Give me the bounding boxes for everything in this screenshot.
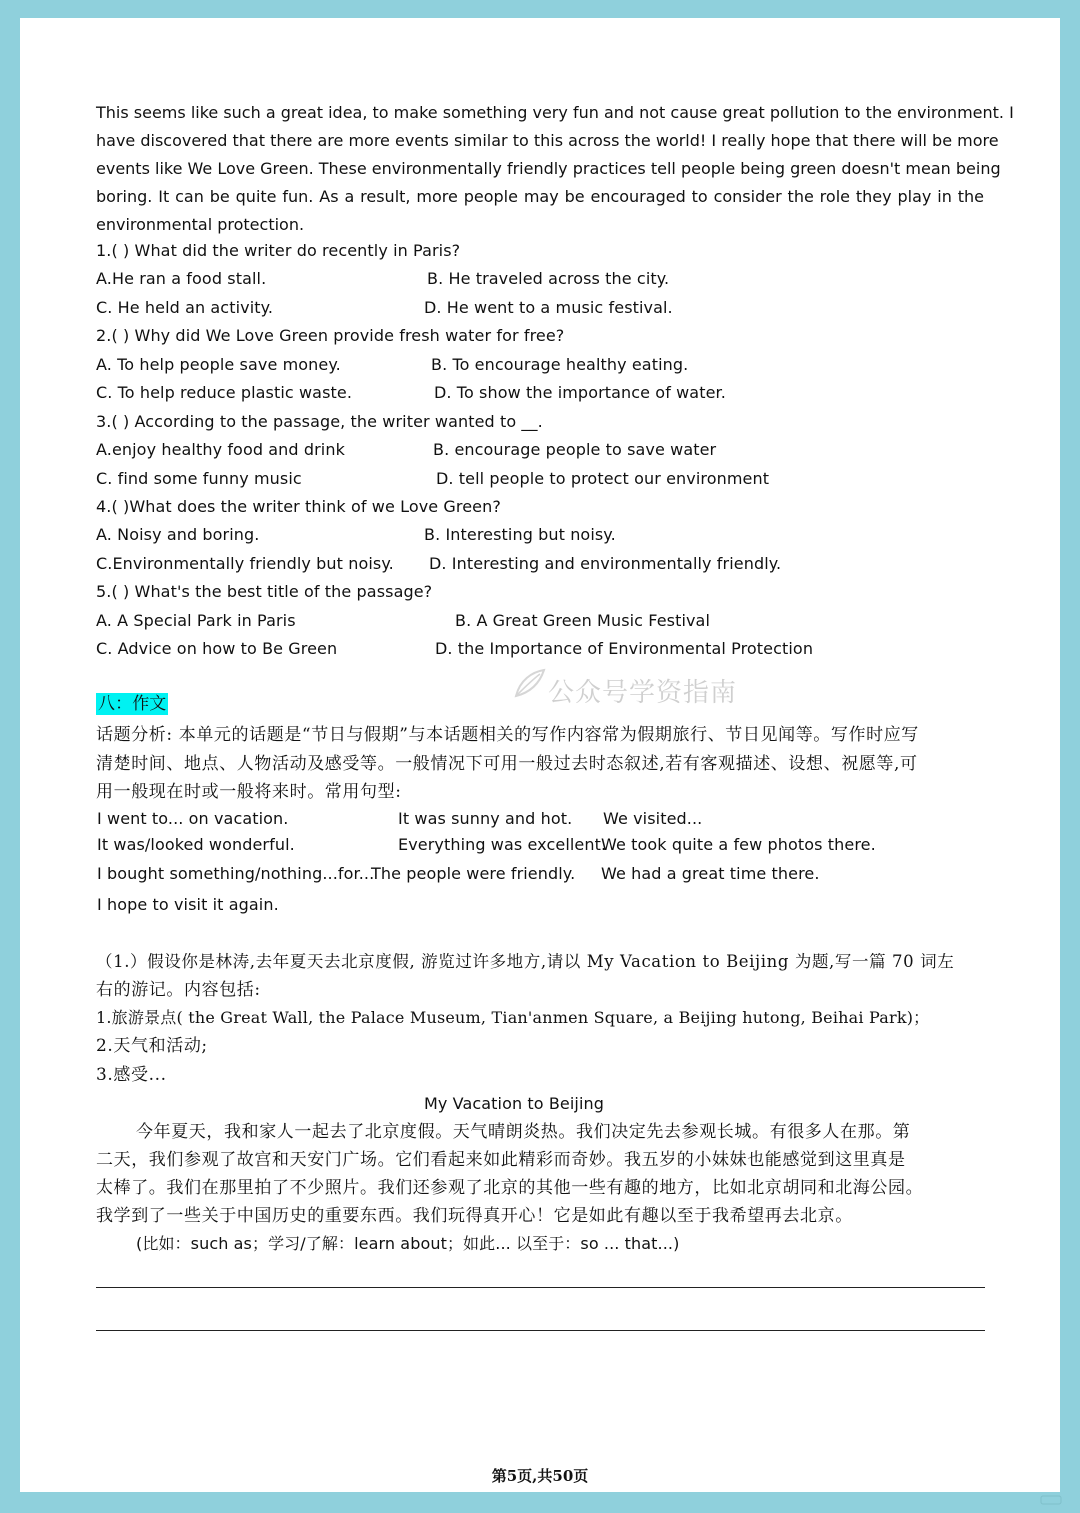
question-4-option-b: B. Interesting but noisy. (424, 525, 616, 544)
answer-line (96, 1287, 985, 1288)
question-5-option-a: A. A Special Park in Paris (96, 611, 296, 630)
pattern-item: We had a great time there. (601, 864, 820, 883)
answer-line (96, 1330, 985, 1331)
pattern-item: I hope to visit it again. (97, 895, 279, 914)
watermark-text: 公众号学资指南 (548, 678, 738, 708)
passage-line: have discovered that there are more events similar to this across the world! I really hope that there will be more (96, 131, 999, 150)
essay-line: 今年夏天，我和家人一起去了北京度假。天气晴朗炎热。我们决定先去参观长城。有很多人在那。第 (136, 1122, 911, 1142)
question-4-option-a: A. Noisy and boring. (96, 525, 260, 544)
pattern-item: I bought something/nothing...for... (97, 864, 375, 883)
passage-line: environmental protection. (96, 215, 305, 234)
task-point: 1.旅游景点( the Great Wall, the Palace Museum, Tian'anmen Square, a Beijing hutong, Beihai Park)； (96, 1008, 930, 1027)
question-1-option-c: C. He held an activity. (96, 298, 274, 317)
question-3-option-a: A.enjoy healthy food and drink (96, 440, 345, 459)
corner-logo-icon (1040, 1494, 1064, 1506)
question-2-option-d: D. To show the importance of water. (434, 383, 726, 402)
question-5-option-d: D. the Importance of Environmental Protection (435, 639, 814, 658)
pattern-item: The people were friendly. (371, 864, 576, 883)
question-2-option-c: C. To help reduce plastic waste. (96, 383, 353, 402)
task-line: 右的游记。内容包括: (96, 980, 261, 1000)
pattern-item: Everything was excellent. (398, 835, 607, 854)
passage-line: boring. It can be quite fun. As a result, more people may be encouraged to consider the role they play in the (96, 187, 984, 206)
question-5-stem: 5.( ) What's the best title of the passage? (96, 582, 433, 601)
pattern-item: We visited... (603, 809, 703, 828)
watermark-leaf-icon (512, 666, 546, 700)
pattern-item: It was sunny and hot. (398, 809, 573, 828)
question-1-option-b: B. He traveled across the city. (427, 269, 670, 288)
task-line: （1.）假设你是林涛,去年夏天去北京度假, 游览过许多地方,请以 My Vacation to Beijing 为题,写一篇 70 词左 (96, 952, 955, 971)
question-1-option-d: D. He went to a music festival. (424, 298, 673, 317)
question-5-option-c: C. Advice on how to Be Green (96, 639, 338, 658)
analysis-line: 话题分析: 本单元的话题是“节日与假期”与本话题相关的写作内容常为假期旅行、节日见闻等。写作时应写 (96, 725, 919, 745)
passage-line: events like We Love Green. These environmentally friendly practices tell people being green doesn't mean being (96, 159, 1001, 178)
question-2-option-a: A. To help people save money. (96, 355, 341, 374)
essay-hint: (比如：such as；学习/了解：learn about；如此... 以至于：so ... that...) (136, 1234, 680, 1253)
section-heading (96, 695, 168, 713)
question-3-stem: 3.( ) According to the passage, the writer wanted to __. (96, 412, 543, 431)
pattern-item: I went to... on vacation. (97, 809, 289, 828)
question-3-option-c: C. find some funny music (96, 469, 302, 488)
pattern-item: We took quite a few photos there. (601, 835, 876, 854)
pattern-item: It was/looked wonderful. (97, 835, 295, 854)
task-point: 3.感受... (96, 1065, 167, 1085)
essay-line: 太棒了。我们在那里拍了不少照片。我们还参观了北京的其他一些有趣的地方，比如北京胡同和北海公园。 (96, 1178, 924, 1198)
question-4-option-c: C.Environmentally friendly but noisy. (96, 554, 394, 573)
question-3-option-d: D. tell people to protect our environment (436, 469, 770, 488)
question-4-option-d: D. Interesting and environmentally friendly. (429, 554, 782, 573)
task-point: 2.天气和活动; (96, 1036, 208, 1056)
section-heading-label: 八：作文 (98, 694, 167, 714)
question-2-option-b: B. To encourage healthy eating. (431, 355, 689, 374)
question-3-option-b: B. encourage people to save water (433, 440, 717, 459)
essay-title: My Vacation to Beijing (424, 1094, 605, 1113)
question-1-option-a: A.He ran a food stall. (96, 269, 267, 288)
analysis-line: 用一般现在时或一般将来时。常用句型: (96, 782, 402, 802)
question-2-stem: 2.( ) Why did We Love Green provide fresh water for free? (96, 326, 565, 345)
analysis-line: 清楚时间、地点、人物活动及感受等。一般情况下可用一般过去时态叙述,若有客观描述、设想、祝愿等,可 (96, 754, 918, 774)
essay-line: 二天，我们参观了故宫和天安门广场。它们看起来如此精彩而奇妙。我五岁的小妹妹也能感觉到这里真是 (96, 1150, 906, 1170)
question-1-stem: 1.( ) What did the writer do recently in Paris? (96, 241, 461, 260)
essay-line: 我学到了一些关于中国历史的重要东西。我们玩得真开心！它是如此有趣以至于我希望再去北京。 (96, 1206, 853, 1226)
page-number: 第5页,共50页 (491, 1467, 589, 1485)
question-4-stem: 4.( )What does the writer think of we Love Green? (96, 497, 501, 516)
passage-line: This seems like such a great idea, to make something very fun and not cause great pollution to the environment. I (96, 103, 1014, 122)
question-5-option-b: B. A Great Green Music Festival (455, 611, 711, 630)
